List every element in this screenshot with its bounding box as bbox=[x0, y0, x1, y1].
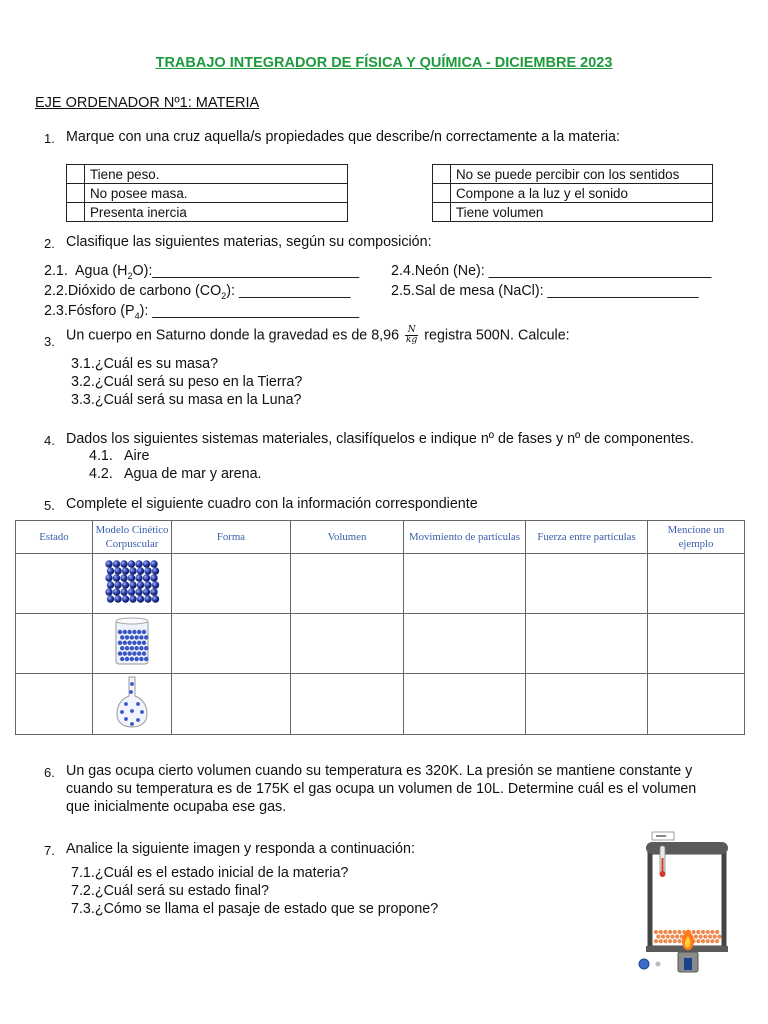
particle bbox=[142, 651, 146, 655]
question-1-number: 1. bbox=[44, 131, 55, 146]
cell-movimiento[interactable] bbox=[404, 554, 526, 614]
particle bbox=[124, 702, 128, 706]
particle bbox=[127, 651, 131, 655]
particle bbox=[113, 560, 120, 567]
properties-table-right bbox=[432, 164, 713, 222]
question-6-line-3: que inicialmente ocupaba ese gas. bbox=[66, 799, 287, 815]
particle bbox=[715, 930, 719, 934]
option-label: Tiene peso. bbox=[85, 165, 348, 184]
checkbox-no-posee-masa[interactable] bbox=[67, 184, 85, 203]
item-answer-line[interactable]: Sal de mesa (NaCl): ___________________ bbox=[414, 283, 699, 299]
question-6-number: 6. bbox=[44, 765, 55, 780]
particle bbox=[136, 718, 140, 722]
particle bbox=[125, 635, 129, 639]
particle bbox=[120, 588, 127, 595]
fraction-denominator: kg bbox=[406, 335, 418, 345]
checkbox-compone-luz-sonido[interactable] bbox=[433, 184, 451, 203]
particle bbox=[675, 935, 679, 939]
particle bbox=[136, 702, 140, 706]
question-6-line-1: Un gas ocupa cierto volumen cuando su temperatura es 320K. La presión se mantiene constante y bbox=[66, 763, 693, 779]
particle bbox=[139, 656, 143, 660]
checkbox-tiene-volumen[interactable] bbox=[433, 203, 451, 222]
particle bbox=[694, 935, 698, 939]
particle bbox=[139, 635, 143, 639]
particle bbox=[123, 651, 127, 655]
particle bbox=[144, 595, 151, 602]
particle bbox=[673, 939, 677, 943]
cell-modelo-liquid bbox=[93, 614, 172, 674]
cell-fuerza[interactable] bbox=[526, 614, 648, 674]
section-heading: EJE ORDENADOR Nº1: MATERIA bbox=[35, 95, 260, 111]
particle bbox=[125, 656, 129, 660]
question-7-number: 7. bbox=[44, 843, 55, 858]
question-6-line-2: cuando su temperatura es de 175K el gas ocupa un volumen de 10L. Determine cuál es el volumen bbox=[66, 781, 697, 797]
particle bbox=[105, 588, 112, 595]
particle bbox=[677, 930, 681, 934]
particle bbox=[143, 560, 150, 567]
document-title: TRABAJO INTEGRADOR DE FÍSICA Y QUÍMICA - DICIEMBRE 2023 bbox=[155, 55, 613, 71]
particle bbox=[107, 595, 114, 602]
particle bbox=[120, 710, 124, 714]
item-number: 3.3. bbox=[71, 392, 95, 408]
item-text: Agua de mar y arena. bbox=[124, 466, 262, 482]
particle bbox=[139, 646, 143, 650]
header-forma: Forma bbox=[172, 521, 291, 554]
fraction-numerator: N bbox=[405, 326, 418, 336]
item-answer-line[interactable]: ): ______________ bbox=[226, 283, 351, 299]
item-number: 7.3. bbox=[71, 901, 95, 917]
particle bbox=[137, 595, 144, 602]
item-text: ¿Cómo se llama el pasaje de estado que se propone? bbox=[94, 901, 439, 917]
cell-movimiento[interactable] bbox=[404, 614, 526, 674]
particle bbox=[152, 581, 159, 588]
particle bbox=[668, 939, 672, 943]
particle bbox=[105, 560, 112, 567]
particle bbox=[123, 629, 127, 633]
particle bbox=[150, 588, 157, 595]
particle bbox=[654, 930, 658, 934]
particle bbox=[129, 690, 133, 694]
question-3-text bbox=[66, 326, 570, 345]
cell-ejemplo[interactable] bbox=[648, 614, 745, 674]
liquid-in-beaker-image bbox=[112, 616, 152, 668]
particle bbox=[677, 939, 681, 943]
particle bbox=[150, 560, 157, 567]
cell-volumen[interactable] bbox=[291, 554, 404, 614]
item-answer-line[interactable]: ): __________________________ bbox=[139, 303, 360, 319]
particle bbox=[132, 651, 136, 655]
item-2-4 bbox=[391, 263, 711, 279]
item-answer-line[interactable]: Neón (Ne): ____________________________ bbox=[414, 263, 712, 279]
cell-fuerza[interactable] bbox=[526, 674, 648, 735]
item-text: ¿Cuál es su masa? bbox=[94, 356, 219, 372]
checkbox-tiene-peso[interactable] bbox=[67, 165, 85, 184]
particle bbox=[130, 656, 134, 660]
particle bbox=[661, 935, 665, 939]
particle bbox=[692, 930, 696, 934]
particle bbox=[150, 574, 157, 581]
particle bbox=[137, 651, 141, 655]
item-text: ¿Cuál será su peso en la Tierra? bbox=[94, 374, 303, 390]
particle bbox=[143, 574, 150, 581]
header-ejemplo: Mencione un ejemplo bbox=[648, 521, 745, 554]
particle bbox=[130, 635, 134, 639]
particle bbox=[668, 930, 672, 934]
item-number: 7.2. bbox=[71, 883, 95, 899]
particle bbox=[659, 939, 663, 943]
particle bbox=[137, 640, 141, 644]
cell-forma[interactable] bbox=[172, 614, 291, 674]
particle bbox=[670, 935, 674, 939]
particle bbox=[122, 595, 129, 602]
option-label: Presenta inercia bbox=[85, 203, 348, 222]
particle bbox=[129, 595, 136, 602]
item-4-1 bbox=[89, 448, 149, 464]
particle bbox=[135, 588, 142, 595]
subscript: 4 bbox=[134, 310, 140, 321]
item-2-2 bbox=[44, 283, 350, 301]
header-volumen: Volumen bbox=[291, 521, 404, 554]
particle bbox=[666, 935, 670, 939]
item-number: 7.1. bbox=[71, 865, 95, 881]
particle bbox=[107, 581, 114, 588]
particle bbox=[659, 930, 663, 934]
cell-estado[interactable] bbox=[16, 614, 93, 674]
cell-estado[interactable] bbox=[16, 674, 93, 735]
heat-control-button[interactable] bbox=[639, 959, 649, 969]
option-label: No se puede percibir con los sentidos bbox=[451, 165, 713, 184]
gas-in-flask-image bbox=[114, 674, 150, 730]
question-4-number: 4. bbox=[44, 433, 55, 448]
cell-modelo-gas bbox=[93, 674, 172, 735]
particle bbox=[144, 567, 151, 574]
cell-ejemplo[interactable] bbox=[648, 554, 745, 614]
particle bbox=[114, 595, 121, 602]
option-label: Tiene volumen bbox=[451, 203, 713, 222]
particle bbox=[120, 574, 127, 581]
particle bbox=[713, 935, 717, 939]
cell-movimiento[interactable] bbox=[404, 674, 526, 735]
item-number: 2.1. bbox=[44, 263, 68, 279]
item-4-2 bbox=[89, 466, 262, 482]
particle bbox=[715, 939, 719, 943]
question-5-text: Complete el siguiente cuadro con la información correspondiente bbox=[66, 496, 478, 512]
particle bbox=[673, 930, 677, 934]
option-label: No posee masa. bbox=[85, 184, 348, 203]
item-number: 2.2. bbox=[44, 283, 68, 299]
particle bbox=[127, 640, 131, 644]
item-3-1 bbox=[71, 356, 218, 372]
item-2-1 bbox=[44, 263, 359, 281]
item-7-3 bbox=[71, 901, 438, 917]
particle bbox=[113, 574, 120, 581]
subscript: 2 bbox=[127, 270, 133, 281]
cell-modelo-solid bbox=[93, 554, 172, 614]
particle bbox=[132, 629, 136, 633]
item-number: 3.2. bbox=[71, 374, 95, 390]
option-label: Compone a la luz y el sonido bbox=[451, 184, 713, 203]
heated-container-illustration bbox=[636, 828, 732, 976]
item-number: 2.3. bbox=[44, 303, 68, 319]
particle bbox=[120, 646, 124, 650]
particle bbox=[129, 567, 136, 574]
particle bbox=[663, 939, 667, 943]
checkbox-no-se-puede-percibir[interactable] bbox=[433, 165, 451, 184]
particle bbox=[152, 567, 159, 574]
particle bbox=[118, 629, 122, 633]
particle bbox=[717, 935, 721, 939]
item-2-3 bbox=[44, 303, 359, 321]
item-text: Aire bbox=[124, 448, 150, 464]
item-text: ¿Cuál será su masa en la Luna? bbox=[94, 392, 302, 408]
header-modelo: Modelo Cinético Corpuscular bbox=[93, 521, 172, 554]
particle bbox=[144, 581, 151, 588]
item-7-2 bbox=[71, 883, 269, 899]
particle bbox=[152, 595, 159, 602]
particle bbox=[703, 935, 707, 939]
cell-fuerza[interactable] bbox=[526, 554, 648, 614]
particle bbox=[130, 709, 134, 713]
question-7-text: Analice la siguiente imagen y responda a continuación: bbox=[66, 841, 415, 857]
item-number: 2.5. bbox=[391, 283, 415, 299]
particle bbox=[144, 635, 148, 639]
item-number: 3.1. bbox=[71, 356, 95, 372]
particle bbox=[130, 646, 134, 650]
particle bbox=[134, 635, 138, 639]
cell-forma[interactable] bbox=[172, 554, 291, 614]
item-text: Dióxido de carbono (CO bbox=[67, 283, 222, 299]
item-text: ¿Cuál será su estado final? bbox=[94, 883, 269, 899]
cell-volumen[interactable] bbox=[291, 614, 404, 674]
question-3-text-a: Un cuerpo en Saturno donde la gravedad es de 8,96 bbox=[66, 327, 400, 344]
subscript: 2 bbox=[221, 290, 227, 301]
item-7-1 bbox=[71, 865, 348, 881]
item-number: 4.1. bbox=[89, 448, 113, 464]
particle bbox=[122, 581, 129, 588]
item-3-2 bbox=[71, 374, 302, 390]
item-number: 2.4. bbox=[391, 263, 415, 279]
question-1-text: Marque con una cruz aquella/s propiedades que describe/n correctamente a la materia: bbox=[66, 129, 620, 145]
particle bbox=[132, 640, 136, 644]
particle bbox=[125, 646, 129, 650]
particle bbox=[129, 581, 136, 588]
question-3-text-b: registra 500N. Calcule: bbox=[424, 327, 570, 344]
item-answer-line[interactable]: O):__________________________ bbox=[132, 263, 360, 279]
question-2-text: Clasifique las siguientes materias, según su composición: bbox=[66, 234, 432, 250]
particle bbox=[140, 710, 144, 714]
particle bbox=[137, 629, 141, 633]
item-text: Fósforo (P bbox=[67, 303, 135, 319]
particle bbox=[137, 567, 144, 574]
particle bbox=[696, 939, 700, 943]
particle bbox=[124, 717, 128, 721]
particle bbox=[120, 656, 124, 660]
particle bbox=[654, 939, 658, 943]
particle bbox=[706, 939, 710, 943]
particle bbox=[122, 567, 129, 574]
checkbox-presenta-inercia[interactable] bbox=[67, 203, 85, 222]
gravity-unit-fraction bbox=[405, 326, 418, 345]
particle bbox=[706, 930, 710, 934]
particle bbox=[142, 629, 146, 633]
particle bbox=[120, 560, 127, 567]
question-5-number: 5. bbox=[44, 498, 55, 513]
particle bbox=[114, 567, 121, 574]
cell-estado[interactable] bbox=[16, 554, 93, 614]
particle bbox=[699, 935, 703, 939]
particle bbox=[656, 935, 660, 939]
particle bbox=[130, 682, 134, 686]
particle bbox=[708, 935, 712, 939]
particle bbox=[143, 588, 150, 595]
particle bbox=[663, 930, 667, 934]
particle bbox=[142, 640, 146, 644]
particle bbox=[114, 581, 121, 588]
cell-volumen[interactable] bbox=[291, 674, 404, 735]
particle bbox=[105, 574, 112, 581]
particle bbox=[118, 640, 122, 644]
question-2-number: 2. bbox=[44, 236, 55, 251]
header-movimiento: Movimiento de partículas bbox=[404, 521, 526, 554]
particle bbox=[123, 640, 127, 644]
particle bbox=[127, 629, 131, 633]
question-3-number: 3. bbox=[44, 334, 55, 349]
item-text: ¿Cuál es el estado inicial de la materia? bbox=[94, 865, 349, 881]
states-of-matter-table bbox=[15, 520, 745, 735]
item-text: Agua (H bbox=[75, 263, 128, 279]
cell-forma[interactable] bbox=[172, 674, 291, 735]
particle bbox=[144, 656, 148, 660]
particle bbox=[144, 646, 148, 650]
particle bbox=[134, 646, 138, 650]
item-2-5 bbox=[391, 283, 699, 299]
header-estado: Estado bbox=[16, 521, 93, 554]
header-fuerza: Fuerza entre partículas bbox=[526, 521, 648, 554]
particle bbox=[701, 930, 705, 934]
particle bbox=[710, 939, 714, 943]
particle bbox=[134, 656, 138, 660]
particle bbox=[701, 939, 705, 943]
item-number: 4.2. bbox=[89, 466, 113, 482]
particle bbox=[120, 635, 124, 639]
particle bbox=[118, 651, 122, 655]
particle bbox=[135, 560, 142, 567]
question-4-text: Dados los siguientes sistemas materiales, clasifíquelos e indique nº de fases y nº de componentes. bbox=[66, 431, 694, 447]
cell-ejemplo[interactable] bbox=[648, 674, 745, 735]
item-3-3 bbox=[71, 392, 302, 408]
particle bbox=[130, 722, 134, 726]
particle bbox=[113, 588, 120, 595]
container-lid bbox=[646, 842, 728, 854]
particle bbox=[696, 930, 700, 934]
properties-table-left bbox=[66, 164, 348, 222]
particle bbox=[128, 588, 135, 595]
particle bbox=[710, 930, 714, 934]
particle bbox=[128, 560, 135, 567]
particle bbox=[128, 574, 135, 581]
particle bbox=[137, 581, 144, 588]
particle bbox=[135, 574, 142, 581]
solid-particles-image bbox=[104, 559, 160, 605]
particle bbox=[107, 567, 114, 574]
